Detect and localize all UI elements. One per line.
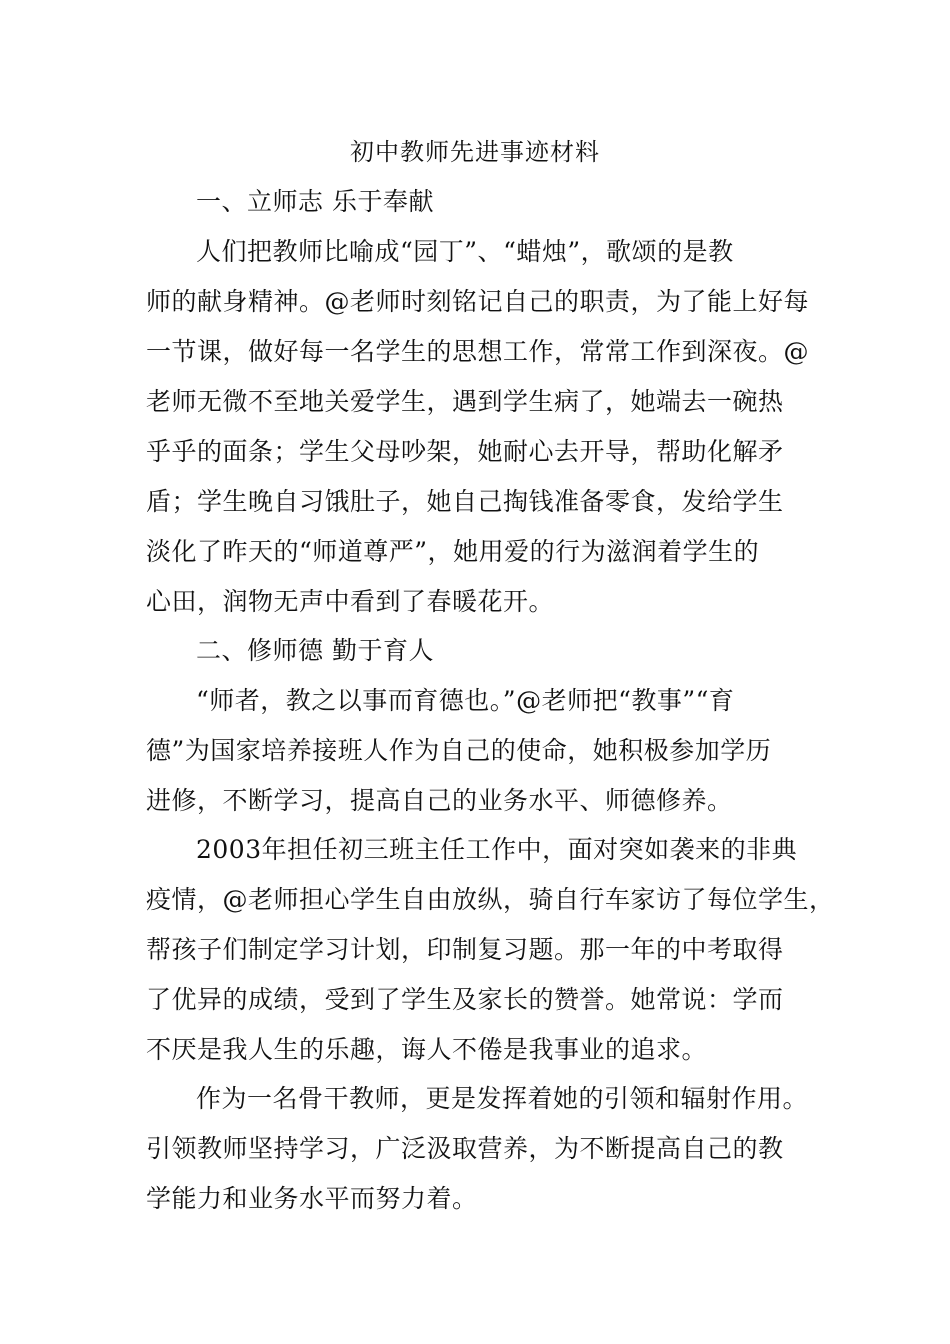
text-line: 一节课，做好每一名学生的思想工作，常常工作到深夜。@ [146,337,810,366]
text-line: 师的献身精神。@老师时刻铭记自己的职责，为了能上好每 [146,287,810,316]
text-line: 老师无微不至地关爱学生，遇到学生病了，她端去一碗热 [146,387,784,416]
text-line: 人们把教师比喻成“园丁”、“蜡烛”，歌颂的是教 [196,237,734,266]
text-line: 作为一名骨干教师，更是发挥着她的引领和辐射作用。 [196,1084,809,1113]
text-line: 心田，润物无声中看到了春暖花开。 [146,587,555,616]
text-line: 引领教师坚持学习，广泛汲取营养，为不断提高自己的教 [146,1134,784,1163]
text-line: “师者，教之以事而育德也。”@老师把“教事”“育 [196,686,735,715]
text-line: 进修，不断学习，提高自己的业务水平、师德修养。 [146,786,733,815]
text-line: 淡化了昨天的“师道尊严”，她用爱的行为滋润着学生的 [146,537,760,566]
text-line: 德”为国家培养接班人作为自己的使命，她积极参加学历 [146,736,772,765]
text-line: 不厌是我人生的乐趣，诲人不倦是我事业的追求。 [146,1035,708,1064]
section-heading-2: 二、修师德 勤于育人 [196,636,434,665]
document-title: 初中教师先进事迹材料 [350,138,600,166]
text-line: 2003年担任初三班主任工作中，面对突如袭来的非典 [196,835,798,864]
text-line: 疫情，@老师担心学生自由放纵，骑自行车家访了每位学生， [146,885,835,914]
text-line: 了优异的成绩，受到了学生及家长的赞誉。她常说：学而 [146,985,784,1014]
text-line: 学能力和业务水平而努力着。 [146,1184,478,1213]
text-line: 乎乎的面条；学生父母吵架，她耐心去开导，帮助化解矛 [146,437,784,466]
text-line: 帮孩子们制定学习计划，印制复习题。那一年的中考取得 [146,935,784,964]
section-heading-1: 一、立师志 乐于奉献 [196,187,434,216]
text-line: 盾；学生晚自习饿肚子，她自己掏钱准备零食，发给学生 [146,487,784,516]
